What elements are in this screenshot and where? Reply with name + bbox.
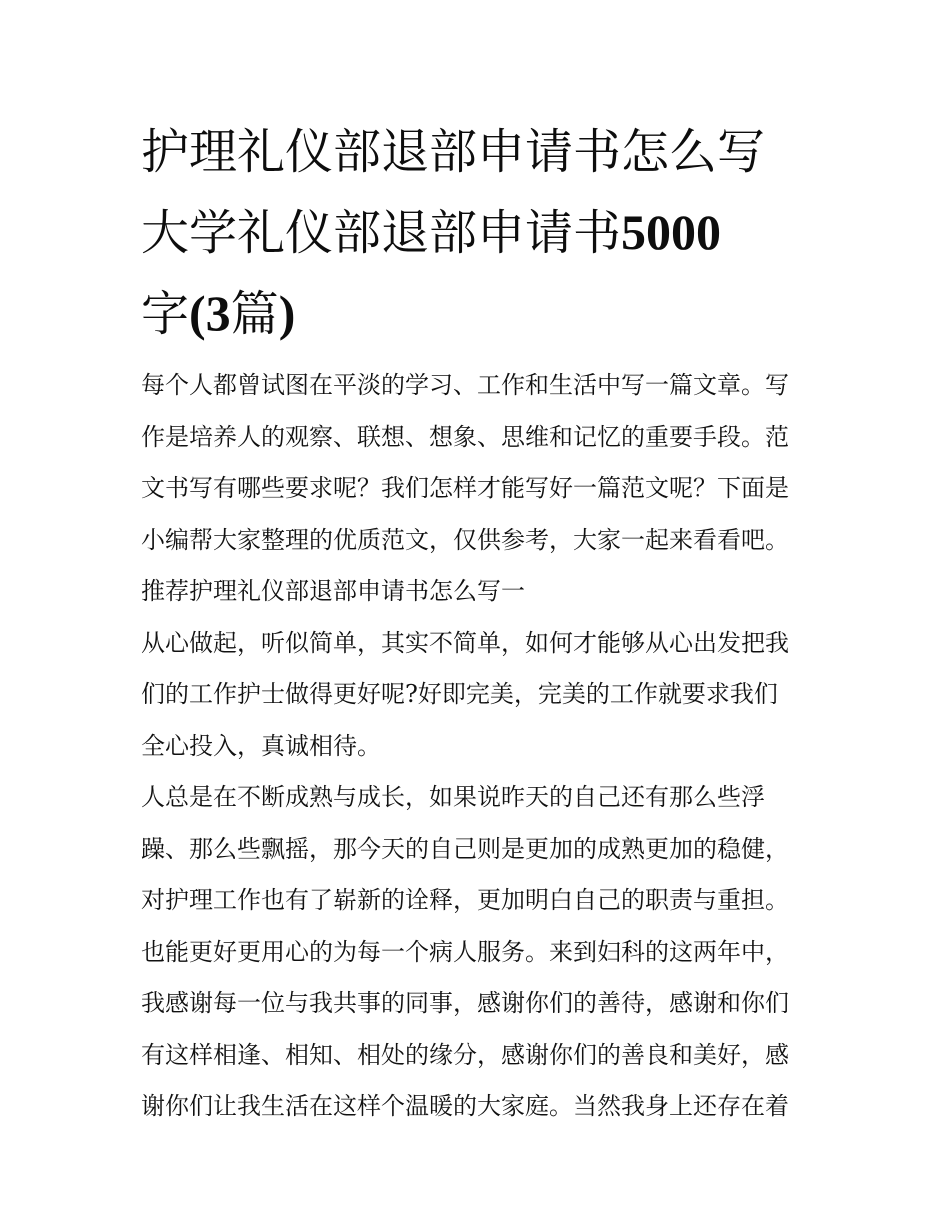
section-heading-text: 推荐护理礼仪部退部申请书怎么写一 bbox=[141, 577, 525, 605]
title-line-3 bbox=[141, 273, 813, 354]
document-body bbox=[141, 360, 813, 1133]
paragraph-line: 全心投入，真诚相待。 bbox=[141, 731, 381, 760]
body-paragraph-1 bbox=[141, 618, 813, 773]
paragraph-line: 文书写有哪些要求呢？我们怎样才能写好一篇范文呢？下面是 bbox=[141, 474, 789, 502]
paragraph-line: 每个人都曾试图在平淡的学习、工作和生活中写一篇文章。写 bbox=[141, 371, 789, 399]
paragraph-line: 我感谢每一位与我共事的同事，感谢你们的善待，感谢和你们 bbox=[141, 989, 789, 1017]
section-heading bbox=[141, 566, 813, 618]
paragraph-line: 人总是在不断成熟与成长，如果说昨天的自己还有那么些浮 bbox=[141, 783, 765, 811]
document-content bbox=[141, 112, 813, 1133]
paragraph-line: 躁、那么些飘摇，那今天的自己则是更加的成熟更加的稳健， bbox=[141, 834, 789, 863]
paragraph-line: 也能更好更用心的为每一个病人服务。来到妇科的这两年中， bbox=[141, 937, 789, 966]
intro-paragraph bbox=[141, 360, 813, 566]
title-word-count: 5000 bbox=[621, 204, 722, 260]
paragraph-line: 对护理工作也有了崭新的诠释，更加明白自己的职责与重担。 bbox=[141, 886, 789, 914]
body-paragraph-2 bbox=[141, 772, 813, 1133]
paragraph-line: 谢你们让我生活在这样个温暖的大家庭。当然我身上还存在着 bbox=[141, 1092, 789, 1120]
title-line-3-unit: 篇 bbox=[230, 286, 279, 342]
title-close-paren: ) bbox=[278, 285, 296, 341]
paragraph-line: 从心做起，听似简单，其实不简单，如何才能够从心出发把我 bbox=[141, 628, 789, 657]
document-title bbox=[141, 112, 813, 354]
title-line-3-char: 字 bbox=[141, 286, 190, 342]
title-article-count: (3 bbox=[189, 285, 231, 341]
paragraph-line: 们的工作护士做得更好呢?好即完美，完美的工作就要求我们 bbox=[141, 680, 778, 708]
title-line-2-text: 大学礼仪部退部申请书 bbox=[141, 205, 622, 261]
title-line-2 bbox=[141, 192, 813, 273]
title-line-1: 护理礼仪部退部申请书怎么写 bbox=[141, 124, 766, 180]
paragraph-line: 有这样相逢、相知、相处的缘分，感谢你们的善良和美好，感 bbox=[141, 1040, 789, 1069]
paragraph-line: 作是培养人的观察、联想、想象、思维和记忆的重要手段。范 bbox=[141, 422, 789, 451]
paragraph-line: 小编帮大家整理的优质范文，仅供参考，大家一起来看看吧。 bbox=[141, 525, 789, 554]
